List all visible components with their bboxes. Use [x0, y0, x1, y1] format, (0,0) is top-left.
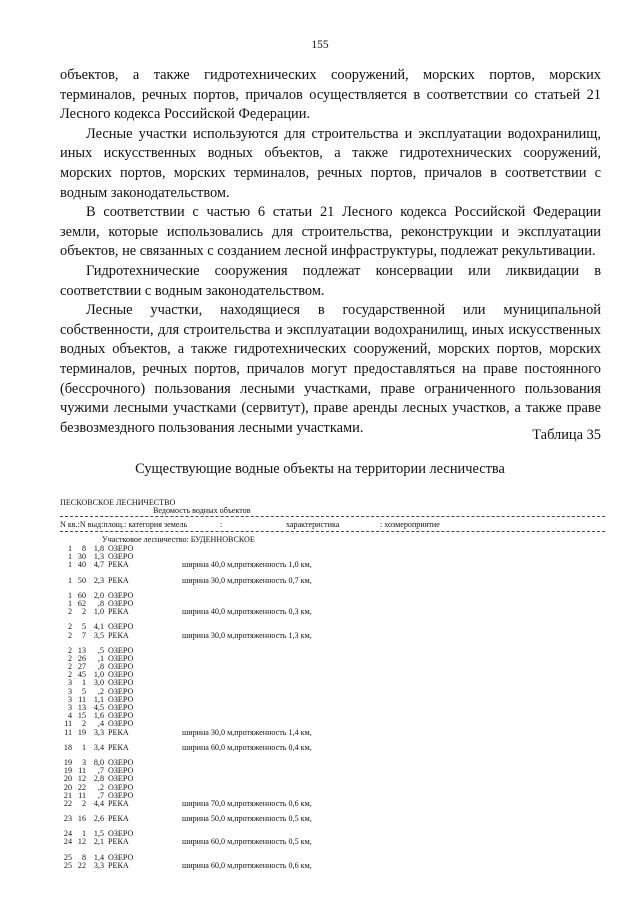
kvartal-number: 23 [63, 814, 72, 824]
land-category: ОЗЕРО [108, 622, 134, 632]
vydel-number: 15 [77, 711, 86, 721]
header-columns-label: N кв.:N выд:площ.: категория земель [60, 520, 188, 529]
table-row [60, 671, 605, 679]
table-row [60, 729, 605, 737]
area-value: 1,0 [93, 670, 104, 680]
table-row [60, 655, 605, 663]
area-value: ,4 [97, 719, 104, 729]
table-row [60, 800, 605, 808]
dashed-divider [60, 516, 605, 517]
vydel-number: 40 [77, 560, 86, 570]
vydel-number: 11 [78, 790, 86, 800]
vydel-number: 3 [81, 757, 86, 767]
characteristic: ширина 60,0 м,протяженность 0,4 км, [182, 742, 312, 752]
table-row [60, 744, 605, 752]
land-category: ОЗЕРО [108, 544, 134, 553]
table-row [60, 775, 605, 783]
kvartal-number: 20 [63, 782, 72, 792]
vydel-number: 2 [81, 719, 86, 729]
kvartal-number: 3 [67, 694, 72, 704]
table-row [60, 663, 605, 671]
kvartal-number: 21 [63, 790, 72, 800]
vydel-number: 50 [77, 575, 86, 585]
land-category: ОЗЕРО [108, 703, 134, 712]
vydel-number: 8 [81, 544, 86, 553]
area-value: ,7 [97, 766, 104, 776]
table-row [60, 862, 605, 870]
area-value: 3,4 [93, 742, 104, 752]
kvartal-number: 25 [63, 852, 72, 862]
header-separator: : [220, 520, 223, 529]
land-category: ОЗЕРО [108, 662, 134, 672]
table-row [60, 545, 605, 553]
table-row [60, 561, 605, 569]
vydel-number: 13 [77, 645, 86, 655]
table-title: Существующие водные объекты на территории лесничества [135, 461, 505, 477]
kvartal-number: 1 [67, 552, 72, 562]
area-value: 2,8 [93, 774, 104, 784]
area-value: ,7 [97, 790, 104, 800]
kvartal-number: 3 [67, 686, 72, 696]
area-value: ,8 [97, 598, 104, 608]
kvartal-number: 24 [63, 829, 72, 839]
table-row [60, 759, 605, 767]
area-value: 2,1 [93, 837, 104, 847]
kvartal-number: 2 [67, 653, 72, 663]
land-category: ОЗЕРО [108, 757, 134, 767]
vydel-number: 62 [77, 598, 86, 608]
kvartal-number: 11 [64, 727, 72, 737]
table-row [60, 784, 605, 792]
area-value: ,5 [97, 645, 104, 655]
vydel-number: 2 [81, 798, 86, 808]
characteristic: ширина 40,0 м,протяженность 0,3 км, [182, 607, 312, 617]
table-row [60, 696, 605, 704]
kvartal-number: 24 [63, 837, 72, 847]
kvartal-number: 19 [63, 757, 72, 767]
land-category: РЕКА [108, 860, 129, 870]
area-value: 3,3 [93, 727, 104, 737]
area-value: 1,0 [93, 607, 104, 617]
table-row [60, 704, 605, 712]
characteristic: ширина 50,0 м,протяженность 0,5 км, [182, 814, 312, 824]
land-category: РЕКА [108, 798, 129, 808]
table-row [60, 623, 605, 631]
vydel-number: 5 [81, 622, 86, 632]
kvartal-number: 25 [63, 860, 72, 870]
table-row [60, 792, 605, 800]
header-characteristic: характеристика [286, 520, 340, 529]
listing-rows [60, 545, 605, 870]
characteristic: ширина 70,0 м,протяженность 0,6 км, [182, 798, 312, 808]
vydel-number: 1 [81, 742, 86, 752]
vydel-number: 7 [81, 630, 86, 640]
land-category: РЕКА [108, 742, 129, 752]
land-category: ОЗЕРО [108, 766, 134, 776]
vydel-number: 26 [77, 653, 86, 663]
land-category: ОЗЕРО [108, 552, 134, 562]
dashed-divider [60, 531, 605, 532]
land-category: РЕКА [108, 575, 129, 585]
land-category: ОЗЕРО [108, 645, 134, 655]
vydel-number: 11 [78, 766, 86, 776]
table-row [60, 608, 605, 616]
vydel-number: 16 [77, 814, 86, 824]
listing-header [60, 521, 605, 530]
land-category: ОЗЕРО [108, 686, 134, 696]
forestry-name: ПЕСКОВСКОЕ ЛЕСНИЧЕСТВО [60, 498, 176, 507]
district-name: Участковое лесничество: БУДЕННОВСКОЕ [102, 535, 255, 544]
area-value: ,2 [97, 686, 104, 696]
characteristic: ширина 40,0 м,протяженность 1,0 км, [182, 560, 312, 570]
area-value: 4,4 [93, 798, 104, 808]
table-row [60, 838, 605, 846]
vydel-number: 27 [77, 662, 86, 672]
table-row [60, 720, 605, 728]
land-category: ОЗЕРО [108, 782, 134, 792]
land-category: РЕКА [108, 607, 129, 617]
characteristic: ширина 60,0 м,протяженность 0,5 км, [182, 837, 312, 847]
kvartal-number: 2 [67, 670, 72, 680]
land-category: ОЗЕРО [108, 829, 134, 839]
vydel-number: 60 [77, 590, 86, 600]
area-value: 4,7 [93, 560, 104, 570]
table-row [60, 600, 605, 608]
kvartal-number: 11 [64, 719, 72, 729]
area-value: ,2 [97, 782, 104, 792]
land-category: РЕКА [108, 727, 129, 737]
area-value: 3,3 [93, 860, 104, 870]
area-value: 1,1 [93, 694, 104, 704]
characteristic: ширина 30,0 м,протяженность 1,3 км, [182, 630, 312, 640]
kvartal-number: 1 [67, 544, 72, 553]
kvartal-number: 3 [67, 678, 72, 688]
vydel-number: 11 [78, 694, 86, 704]
kvartal-number: 1 [67, 598, 72, 608]
table-row [60, 632, 605, 640]
table-row [60, 712, 605, 720]
area-value: 1,3 [93, 552, 104, 562]
area-value: 4,5 [93, 703, 104, 712]
vydel-number: 2 [81, 607, 86, 617]
land-category: ОЗЕРО [108, 790, 134, 800]
land-category: ОЗЕРО [108, 598, 134, 608]
vydel-number: 13 [77, 703, 86, 712]
characteristic: ширина 30,0 м,протяженность 0,7 км, [182, 575, 312, 585]
characteristic: ширина 30,0 м,протяженность 1,4 км, [182, 727, 312, 737]
header-measures: : хозмероприятие [380, 520, 440, 529]
area-value: ,1 [97, 653, 104, 663]
paragraph-4: Гидротехнические сооружения подлежат консервации или ликвидации в соответствии с водным законодательством. [60, 262, 601, 299]
vydel-number: 30 [77, 552, 86, 562]
area-value: 3,5 [93, 630, 104, 640]
area-value: 1,5 [93, 829, 104, 839]
land-category: ОЗЕРО [108, 653, 134, 663]
table-row [60, 854, 605, 862]
kvartal-number: 2 [67, 622, 72, 632]
land-category: ОЗЕРО [108, 678, 134, 688]
paragraph-1: объектов, а также гидротехнических сооружений, морских портов, морских терминалов, речных портов, причалов осуществляется в соответствии со статьей 21 Лесного кодекса Российской Федерации. [60, 67, 601, 123]
table-row [60, 553, 605, 561]
kvartal-number: 2 [67, 662, 72, 672]
paragraph-2: Лесные участки используются для строительства и эксплуатации водохранилищ, иных искусственных водных объектов, а также гидротехнических сооружений, морских портов, морских терминалов, речных портов, причалов в соответствии с водным законодательством. [60, 125, 601, 201]
characteristic: ширина 60,0 м,протяженность 0,6 км, [182, 860, 312, 870]
land-category: ОЗЕРО [108, 590, 134, 600]
table-row [60, 767, 605, 775]
kvartal-number: 2 [67, 645, 72, 655]
vydel-number: 22 [77, 782, 86, 792]
kvartal-number: 2 [67, 630, 72, 640]
land-category: ОЗЕРО [108, 711, 134, 721]
area-value: 2,6 [93, 814, 104, 824]
page-number: 155 [311, 39, 329, 51]
body-text [60, 66, 601, 438]
vydel-number: 19 [77, 727, 86, 737]
land-category: ОЗЕРО [108, 719, 134, 729]
table-row [60, 647, 605, 655]
land-category: РЕКА [108, 837, 129, 847]
kvartal-number: 4 [67, 711, 72, 721]
table-row [60, 815, 605, 823]
area-value: ,8 [97, 662, 104, 672]
kvartal-number: 22 [63, 798, 72, 808]
area-value: 2,0 [93, 590, 104, 600]
area-value: 3,0 [93, 678, 104, 688]
paragraph-3: В соответствии с частью 6 статьи 21 Лесного кодекса Российской Федерации земли, которые использовались для строительства, реконструкции и эксплуатации объектов, не связанных с созданием лесной инфраструктуры, подлежат рекультивации. [60, 204, 601, 260]
table-row [60, 830, 605, 838]
table-row [60, 688, 605, 696]
kvartal-number: 20 [63, 774, 72, 784]
vydel-number: 5 [81, 686, 86, 696]
area-value: 8,0 [93, 757, 104, 767]
vydel-number: 1 [81, 829, 86, 839]
land-category: ОЗЕРО [108, 852, 134, 862]
kvartal-number: 2 [67, 607, 72, 617]
kvartal-number: 18 [63, 742, 72, 752]
vydel-number: 12 [77, 774, 86, 784]
land-category: РЕКА [108, 630, 129, 640]
vydel-number: 8 [81, 852, 86, 862]
kvartal-number: 19 [63, 766, 72, 776]
land-category: РЕКА [108, 560, 129, 570]
table-row [60, 577, 605, 585]
kvartal-number: 1 [67, 575, 72, 585]
kvartal-number: 3 [67, 703, 72, 712]
area-value: 1,6 [93, 711, 104, 721]
vydel-number: 1 [81, 678, 86, 688]
listing-title: Ведомость водных объектов [153, 506, 251, 515]
area-value: 4,1 [93, 622, 104, 632]
table-row [60, 592, 605, 600]
land-category: ОЗЕРО [108, 670, 134, 680]
kvartal-number: 1 [67, 560, 72, 570]
vydel-number: 12 [77, 837, 86, 847]
area-value: 1,4 [93, 852, 104, 862]
kvartal-number: 1 [67, 590, 72, 600]
area-value: 2,3 [93, 575, 104, 585]
table-label: Таблица 35 [532, 427, 601, 443]
vydel-number: 22 [77, 860, 86, 870]
paragraph-5: Лесные участки, находящиеся в государственной или муниципальной собственности, для строительства и эксплуатации водохранилищ, иных искусственных водных объектов, а также гидротехнических сооружений, морских портов, морских терминалов, речных портов, причалов могут предоставляться на праве постоянного (бессрочного) пользования лесными участками, праве ограниченного пользования чужими лесными участками (сервитут), праве аренды лесных участков, а также праве безвозмездного пользования лесными участками. [60, 302, 601, 436]
area-value: 1,8 [93, 544, 104, 553]
land-category: ОЗЕРО [108, 694, 134, 704]
table-row [60, 679, 605, 687]
land-category: ОЗЕРО [108, 774, 134, 784]
land-category: РЕКА [108, 814, 129, 824]
vydel-number: 45 [77, 670, 86, 680]
